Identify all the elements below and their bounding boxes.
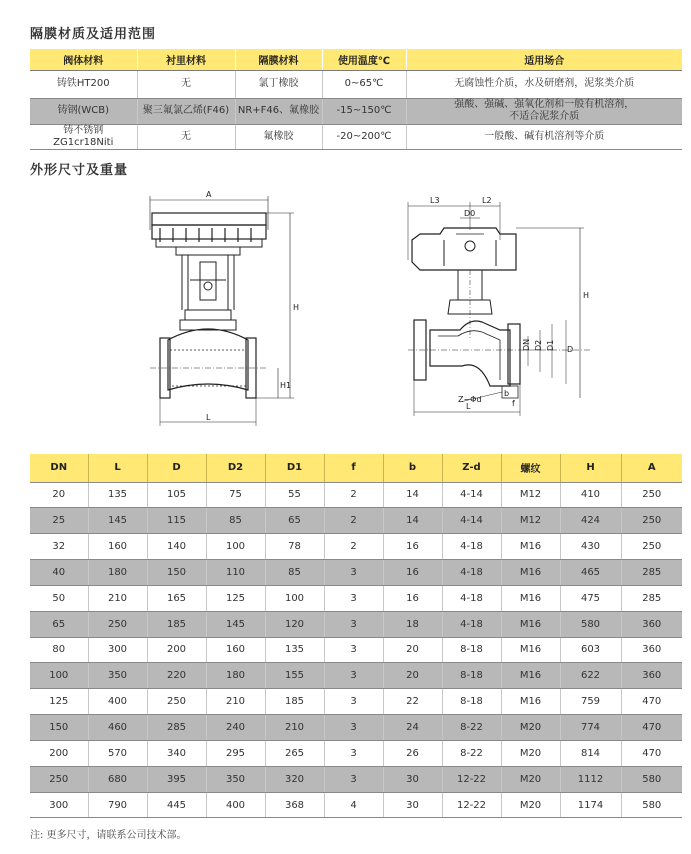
- table-cell: 100: [206, 534, 265, 560]
- dimension-table-header: [30, 454, 682, 482]
- header-temperature: 使用温度℃: [322, 49, 406, 70]
- table-cell: 200: [147, 637, 206, 663]
- table-cell: M16: [501, 637, 560, 663]
- table-cell: M16: [501, 663, 560, 689]
- table-row: [30, 637, 682, 663]
- table-cell: M16: [501, 585, 560, 611]
- cell-line: 强酸、强碱、强氧化剂和一般有机溶剂，: [454, 99, 635, 110]
- cell: [30, 124, 137, 149]
- table-row: [30, 766, 682, 792]
- table-cell: 470: [621, 689, 682, 715]
- table-row: [30, 534, 682, 560]
- table-cell: 32: [30, 534, 88, 560]
- table-cell: M16: [501, 560, 560, 586]
- table-cell: 160: [206, 637, 265, 663]
- table-row: [30, 740, 682, 766]
- table-cell: 30: [383, 766, 442, 792]
- table-cell: 85: [265, 560, 324, 586]
- table-cell: 20: [383, 637, 442, 663]
- label-h1: H1: [280, 381, 292, 390]
- table-cell: 135: [265, 637, 324, 663]
- table-cell: 4-18: [442, 534, 501, 560]
- table-cell: 65: [30, 611, 88, 637]
- table-cell: 580: [560, 611, 621, 637]
- header-d2: D2: [206, 454, 265, 482]
- table-cell: 580: [621, 766, 682, 792]
- table-cell: M12: [501, 482, 560, 508]
- table-cell: 475: [560, 585, 621, 611]
- cell: NR+F46、氟橡胶: [235, 98, 322, 124]
- footnote: 注: 更多尺寸，请联系公司技术部。: [30, 830, 187, 841]
- table-cell: M16: [501, 534, 560, 560]
- table-cell: 24: [383, 715, 442, 741]
- label-l3: L3: [430, 196, 440, 205]
- table-cell: 55: [265, 482, 324, 508]
- cell: 聚三氟氯乙烯(F46): [137, 98, 235, 124]
- table-cell: 470: [621, 740, 682, 766]
- header-d: D: [147, 454, 206, 482]
- table-cell: M20: [501, 792, 560, 818]
- table-cell: 14: [383, 482, 442, 508]
- cell: 氟橡胶: [235, 124, 322, 149]
- front-view-drawing: [130, 190, 310, 440]
- table-row: [30, 585, 682, 611]
- table-cell: 200: [30, 740, 88, 766]
- table-cell: 2: [324, 482, 383, 508]
- dimension-table: [30, 454, 682, 818]
- table-cell: 3: [324, 740, 383, 766]
- table-row: [30, 715, 682, 741]
- table-cell: 759: [560, 689, 621, 715]
- table-cell: 100: [265, 585, 324, 611]
- table-cell: 140: [147, 534, 206, 560]
- table-row: [30, 611, 682, 637]
- table-cell: 145: [88, 508, 147, 534]
- table-cell: 145: [206, 611, 265, 637]
- table-cell: 65: [265, 508, 324, 534]
- header-l: L: [88, 454, 147, 482]
- table-row: [30, 663, 682, 689]
- table-cell: 20: [30, 482, 88, 508]
- table-cell: 16: [383, 560, 442, 586]
- table-cell: 8-18: [442, 689, 501, 715]
- table-cell: 410: [560, 482, 621, 508]
- table-cell: M16: [501, 611, 560, 637]
- table-cell: 603: [560, 637, 621, 663]
- table-cell: 180: [88, 560, 147, 586]
- table-cell: 4-18: [442, 611, 501, 637]
- table-cell: 115: [147, 508, 206, 534]
- table-cell: 580: [621, 792, 682, 818]
- table-row: [30, 98, 682, 124]
- table-cell: 1174: [560, 792, 621, 818]
- label-d: D: [567, 345, 574, 354]
- table-cell: 774: [560, 715, 621, 741]
- table-cell: 465: [560, 560, 621, 586]
- table-cell: 3: [324, 611, 383, 637]
- label-b: b: [504, 389, 510, 398]
- table-cell: 125: [206, 585, 265, 611]
- table-cell: 240: [206, 715, 265, 741]
- table-cell: 285: [621, 560, 682, 586]
- table-cell: 460: [88, 715, 147, 741]
- table-cell: 30: [383, 792, 442, 818]
- table-cell: M20: [501, 740, 560, 766]
- section-title-materials: 隔膜材质及适用范围: [30, 27, 157, 42]
- label-d2: D2: [534, 339, 543, 351]
- table-cell: 570: [88, 740, 147, 766]
- table-cell: 16: [383, 534, 442, 560]
- table-cell: 265: [265, 740, 324, 766]
- table-cell: 8-22: [442, 715, 501, 741]
- table-cell: 185: [147, 611, 206, 637]
- table-cell: 3: [324, 663, 383, 689]
- table-cell: 295: [206, 740, 265, 766]
- table-cell: 210: [265, 715, 324, 741]
- table-cell: 100: [30, 663, 88, 689]
- material-table: [30, 49, 682, 150]
- table-cell: 350: [88, 663, 147, 689]
- table-cell: 16: [383, 585, 442, 611]
- table-cell: 180: [206, 663, 265, 689]
- table-cell: 250: [30, 766, 88, 792]
- label-h: H: [293, 303, 300, 312]
- side-view-drawing: [400, 190, 600, 440]
- table-cell: 8-18: [442, 663, 501, 689]
- table-cell: 4: [324, 792, 383, 818]
- table-cell: 320: [265, 766, 324, 792]
- table-cell: 8-18: [442, 637, 501, 663]
- table-cell: 25: [30, 508, 88, 534]
- table-row: [30, 70, 682, 98]
- table-cell: 78: [265, 534, 324, 560]
- header-f: f: [324, 454, 383, 482]
- cell-line: 不适合泥浆介质: [509, 111, 580, 122]
- table-cell: 400: [88, 689, 147, 715]
- cell: 无: [137, 124, 235, 149]
- label-f: f: [512, 399, 515, 408]
- table-cell: M20: [501, 766, 560, 792]
- table-cell: 3: [324, 560, 383, 586]
- table-cell: 150: [30, 715, 88, 741]
- table-row: [30, 689, 682, 715]
- table-cell: 250: [621, 482, 682, 508]
- cell: 氯丁橡胶: [235, 70, 322, 98]
- table-cell: 4-14: [442, 482, 501, 508]
- table-cell: 360: [621, 637, 682, 663]
- label-zd: Z−Φd: [458, 395, 482, 404]
- table-cell: 285: [621, 585, 682, 611]
- label-d0: D0: [464, 209, 476, 218]
- table-cell: 814: [560, 740, 621, 766]
- table-cell: 3: [324, 766, 383, 792]
- table-cell: 250: [147, 689, 206, 715]
- header-h: H: [560, 454, 621, 482]
- section-title-dimensions: 外形尺寸及重量: [30, 163, 129, 178]
- label-l2: L2: [482, 196, 492, 205]
- table-cell: 85: [206, 508, 265, 534]
- table-cell: 2: [324, 508, 383, 534]
- table-row: [30, 792, 682, 818]
- header-application: 适用场合: [406, 49, 682, 70]
- table-cell: 20: [383, 663, 442, 689]
- header-b: b: [383, 454, 442, 482]
- cell: 一般酸、碱有机溶剂等介质: [406, 124, 682, 149]
- table-cell: 350: [206, 766, 265, 792]
- table-cell: 22: [383, 689, 442, 715]
- table-cell: M12: [501, 508, 560, 534]
- table-cell: M20: [501, 715, 560, 741]
- table-cell: 300: [88, 637, 147, 663]
- table-cell: 210: [88, 585, 147, 611]
- table-cell: 680: [88, 766, 147, 792]
- table-cell: 400: [206, 792, 265, 818]
- table-cell: 622: [560, 663, 621, 689]
- cell-line: 铸不锈钢: [63, 124, 104, 136]
- cell: 铸铁HT200: [30, 70, 137, 98]
- label-d1: D1: [546, 339, 555, 351]
- header-z-d: Z-d: [442, 454, 501, 482]
- table-cell: 285: [147, 715, 206, 741]
- cell: 无腐蚀性介质，水及研磨剂，泥浆类介质: [406, 70, 682, 98]
- label-h-side: H: [583, 291, 590, 300]
- table-cell: 220: [147, 663, 206, 689]
- table-cell: 4-18: [442, 560, 501, 586]
- cell-line: ZG1cr18Niti: [53, 136, 114, 148]
- table-cell: 424: [560, 508, 621, 534]
- table-cell: 125: [30, 689, 88, 715]
- table-cell: 75: [206, 482, 265, 508]
- table-cell: 105: [147, 482, 206, 508]
- table-cell: 250: [621, 534, 682, 560]
- table-cell: 790: [88, 792, 147, 818]
- label-l-side: L: [466, 402, 471, 411]
- table-cell: 26: [383, 740, 442, 766]
- cell: -15~150℃: [322, 98, 406, 124]
- table-cell: 12-22: [442, 766, 501, 792]
- table-cell: 4-14: [442, 508, 501, 534]
- table-cell: 360: [621, 663, 682, 689]
- table-cell: 165: [147, 585, 206, 611]
- table-cell: 50: [30, 585, 88, 611]
- material-table-header: [30, 49, 682, 70]
- table-cell: 470: [621, 715, 682, 741]
- table-cell: 150: [147, 560, 206, 586]
- table-cell: 368: [265, 792, 324, 818]
- table-cell: 340: [147, 740, 206, 766]
- table-cell: 250: [88, 611, 147, 637]
- table-cell: 210: [206, 689, 265, 715]
- table-cell: 3: [324, 637, 383, 663]
- table-cell: 14: [383, 508, 442, 534]
- table-cell: 3: [324, 689, 383, 715]
- header-thread: 螺纹: [501, 454, 560, 482]
- table-cell: 80: [30, 637, 88, 663]
- table-cell: 40: [30, 560, 88, 586]
- cell: -20~200℃: [322, 124, 406, 149]
- table-cell: 155: [265, 663, 324, 689]
- table-cell: 1112: [560, 766, 621, 792]
- cell: 0~65℃: [322, 70, 406, 98]
- table-cell: 18: [383, 611, 442, 637]
- cell: 无: [137, 70, 235, 98]
- table-cell: 2: [324, 534, 383, 560]
- table-row: [30, 560, 682, 586]
- header-lining-material: 衬里材料: [137, 49, 235, 70]
- table-row: [30, 482, 682, 508]
- table-cell: 160: [88, 534, 147, 560]
- table-cell: 445: [147, 792, 206, 818]
- label-l: L: [206, 413, 211, 422]
- table-cell: 3: [324, 585, 383, 611]
- label-a: A: [206, 190, 212, 199]
- header-body-material: 阀体材料: [30, 49, 137, 70]
- cell: 铸钢(WCB): [30, 98, 137, 124]
- header-diaphragm-material: 隔膜材料: [235, 49, 322, 70]
- table-cell: 12-22: [442, 792, 501, 818]
- table-cell: 395: [147, 766, 206, 792]
- cell: [406, 98, 682, 124]
- table-row: [30, 508, 682, 534]
- table-cell: 360: [621, 611, 682, 637]
- table-cell: 120: [265, 611, 324, 637]
- header-dn: DN: [30, 454, 88, 482]
- table-cell: 250: [621, 508, 682, 534]
- table-cell: 300: [30, 792, 88, 818]
- table-cell: 135: [88, 482, 147, 508]
- table-cell: 8-22: [442, 740, 501, 766]
- table-cell: 110: [206, 560, 265, 586]
- table-cell: 430: [560, 534, 621, 560]
- header-a: A: [621, 454, 682, 482]
- table-row: [30, 124, 682, 149]
- label-dn: DN: [522, 338, 531, 351]
- table-cell: 3: [324, 715, 383, 741]
- header-d1: D1: [265, 454, 324, 482]
- table-cell: 185: [265, 689, 324, 715]
- table-cell: M16: [501, 689, 560, 715]
- table-cell: 4-18: [442, 585, 501, 611]
